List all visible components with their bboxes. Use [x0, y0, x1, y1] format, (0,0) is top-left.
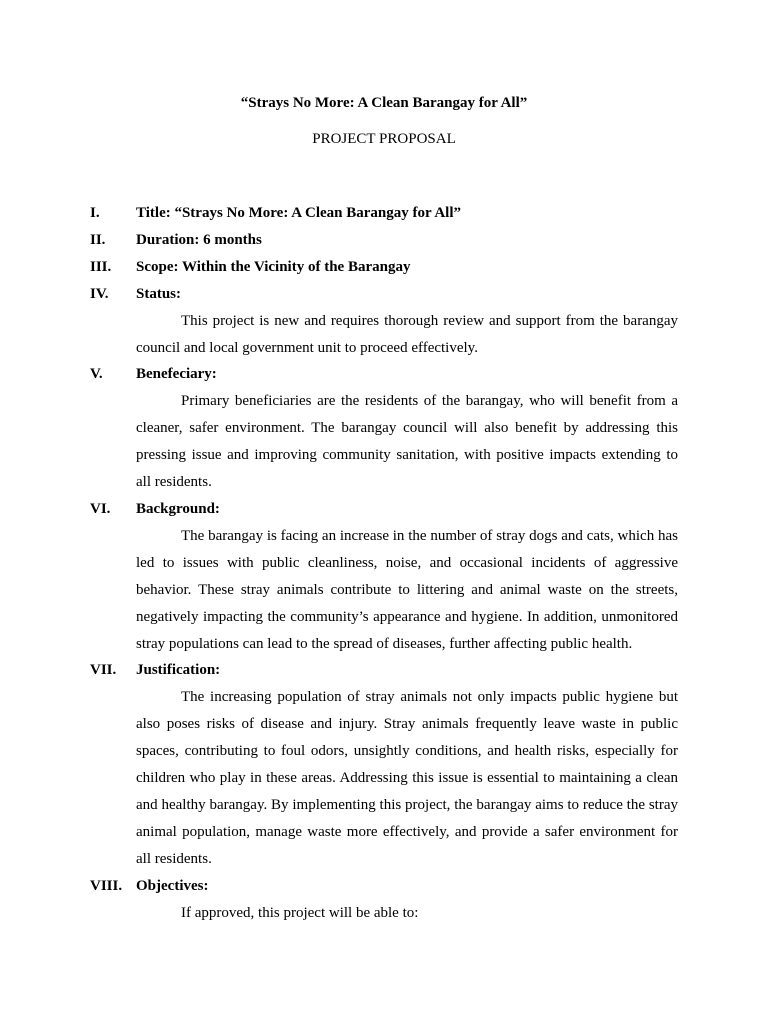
section-heading: Background:	[136, 500, 220, 517]
section-heading: Objectives:	[136, 877, 209, 894]
section-beneficiary	[90, 361, 678, 496]
section-body: Primary beneficiaries are the residents of the barangay, who will benefit from a cleaner, safer environment. The barangay council will also benefit by addressing this pressing issue and improving community sanitation, with positive impacts extending to all residents.	[136, 393, 678, 491]
section-body: The barangay is facing an increase in the number of stray dogs and cats, which has led to issues with public cleanliness, noise, and occasional incidents of aggressive behavior. These stray animals contribute to littering and animal waste on the streets, negatively impacting the community’s appearance and hygiene. In addition, unmonitored stray populations can lead to the spread of diseases, further affecting public health.	[136, 527, 678, 652]
section-justification	[90, 657, 678, 872]
section-heading: Title: “Strays No More: A Clean Barangay for All”	[136, 205, 461, 221]
section-body: If approved, this project will be able to:	[181, 904, 419, 921]
section-heading: Status:	[136, 285, 182, 302]
section-numeral: II.	[90, 231, 106, 248]
section-duration	[90, 227, 678, 254]
section-numeral: V.	[90, 366, 103, 383]
section-heading: Benefeciary:	[136, 366, 217, 383]
section-scope	[90, 254, 678, 281]
section-heading: Justification:	[136, 662, 221, 679]
section-numeral: IV.	[90, 285, 109, 302]
section-background	[90, 496, 678, 657]
section-numeral: VII.	[90, 662, 117, 679]
document-title: “Strays No More: A Clean Barangay for All”	[240, 95, 528, 111]
section-numeral: I.	[90, 205, 100, 221]
document-subtitle: PROJECT PROPOSAL	[312, 131, 456, 147]
section-body: The increasing population of stray animals not only impacts public hygiene but also poses risks of disease and injury. Stray animals frequently leave waste in public spaces, contributing to foul odors, unsightly conditions, and health risks, especially for children who play in these areas. Addressing this issue is essential to maintaining a clean and healthy barangay. By implementing this project, the barangay aims to reduce the stray animal population, manage waste more effectively, and provide a safer environment for all residents.	[136, 689, 678, 867]
section-status	[90, 281, 678, 362]
proposal-sections	[90, 200, 678, 926]
section-numeral: VIII.	[90, 877, 123, 894]
section-heading: Duration: 6 months	[136, 231, 262, 248]
section-numeral: III.	[90, 258, 112, 275]
section-numeral: VI.	[90, 500, 111, 517]
section-title	[90, 200, 678, 227]
section-heading: Scope: Within the Vicinity of the Barangay	[136, 258, 411, 275]
section-objectives	[90, 873, 678, 927]
section-body: This project is new and requires thorough review and support from the barangay council and local government unit to proceed effectively.	[136, 312, 678, 356]
